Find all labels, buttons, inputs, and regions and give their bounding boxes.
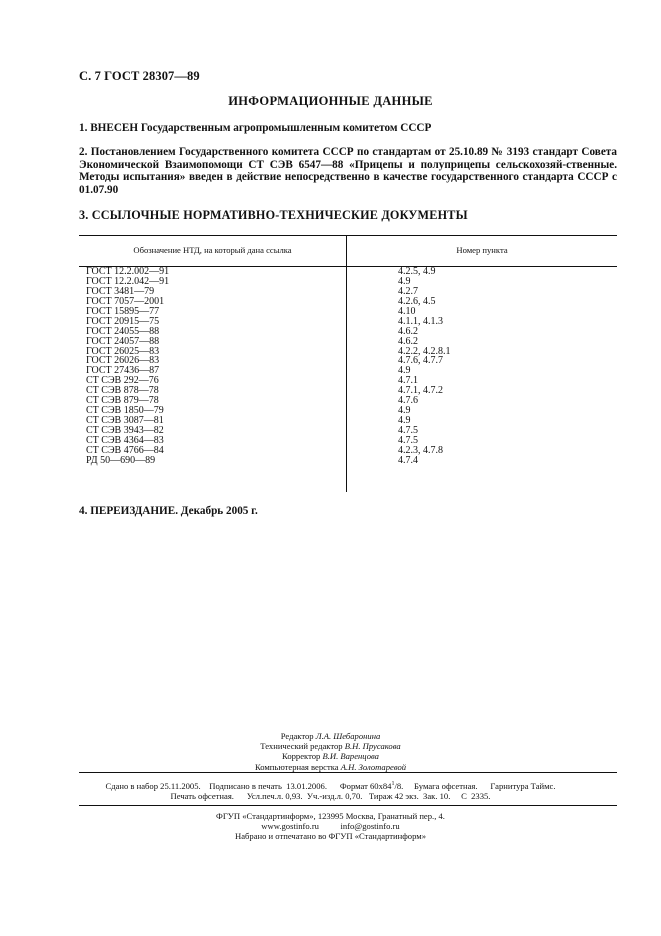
print-line-2: Печать офсетная. Усл.печ.л. 0,93. Уч.-изд.л. 0,70. Тираж 42 экз. Зак. 10. С 2335. [170,791,491,802]
table-cell-document: СТ СЭВ 4766—84 [86,444,164,456]
table-cell-document: ГОСТ 12.2.002—91 [86,266,170,277]
table-cell-point: 4.6.2 [398,325,418,337]
page-title: ИНФОРМАЦИОННЫЕ ДАННЫЕ [228,94,433,108]
table-row [86,297,616,307]
table-row [86,386,616,396]
print-line-1-sup: 1 [391,781,395,787]
print-details [0,781,661,801]
table-row [86,446,616,456]
table-cell-document: СТ СЭВ 878—78 [86,385,159,397]
corrector-line [0,751,661,761]
table-cell-document: ГОСТ 26025—83 [86,345,160,357]
table-cell-document: ГОСТ 12.2.042—91 [86,275,170,287]
table-cell-point: 4.7.5 [398,425,418,436]
table-row [86,416,616,426]
layout-line [0,762,661,772]
references-table [79,235,617,492]
table-cell-document: ГОСТ 15895—77 [86,305,160,317]
section-1-text: ВНЕСЕН Государственным агропромышленным комитетом СССР [90,122,432,134]
section-2 [79,146,617,196]
table-cell-point: 4.7.6, 4.7.7 [398,355,443,367]
layout-name: А.Н. Золотаревой [340,761,407,772]
print-line-1-a: Сдано в набор 25.11.2005. Подписано в печать 13.01.2006. Формат 60х84 [105,781,392,791]
table-row [86,307,616,317]
table-header-document: Обозначение НТД, на который дана ссылка [133,245,292,255]
section-3-text: ССЫЛОЧНЫЕ НОРМАТИВНО-ТЕХНИЧЕСКИЕ ДОКУМЕНТЫ [91,208,468,222]
table-cell-document: ГОСТ 26026—83 [86,355,160,367]
imprint-bottom-rule [79,805,617,806]
table-row [86,347,616,357]
table-body [86,267,616,466]
publisher-address: ФГУП «Стандартинформ», 123995 Москва, Гранатный пер., 4. [216,811,445,821]
table-cell-point: 4.9 [398,275,411,287]
table-row [86,277,616,287]
table-cell-point: 4.2.5, 4.9 [398,266,436,277]
table-cell-document: СТ СЭВ 292—76 [86,375,159,387]
table-top-rule [79,235,617,236]
section-1 [79,122,617,135]
tech-editor-line [0,741,661,751]
page-header: С. 7 ГОСТ 28307—89 [79,69,200,83]
table-row [86,287,616,297]
editors-block [0,731,661,772]
table-cell-point: 4.7.4 [398,454,418,466]
table-cell-document: СТ СЭВ 879—78 [86,395,159,407]
section-2-text: Постановлением Государственного комитета СССР по стандартам от 25.10.89 № 3193 стандарт Совета Экономической Взаимопомощи СТ СЭВ 6547—88 «Прицепы и полуприцепы сельскохозяй-ственные. Методы испытания» введен в действие непосредственно в качестве государственного стандарта СССР с 01.07.90 [79,146,618,196]
table-row [86,337,616,347]
editor-name: Л.А. Шебаронина [315,731,381,741]
table-cell-document: РД 50—690—89 [86,454,156,466]
table-cell-point: 4.6.2 [398,335,418,347]
table-row [86,456,616,466]
corrector-label: Корректор [282,751,321,762]
table-row [86,317,616,327]
section-3-number: 3. [79,208,89,222]
publisher-contacts: www.gostinfo.ru info@gostinfo.ru [261,821,400,832]
imprint-top-rule [79,772,617,773]
table-cell-document: ГОСТ 24057—88 [86,335,160,347]
layout-label: Компьютерная верстка [254,761,339,772]
editor-label: Редактор [280,731,314,741]
section-1-number: 1. [79,122,88,134]
table-cell-point: 4.2.7 [398,285,418,297]
table-cell-document: ГОСТ 7057—2001 [86,295,165,307]
table-row [86,436,616,446]
corrector-name: В.И. Варенцова [322,751,379,762]
tech-editor-label: Технический редактор [260,741,343,752]
table-cell-point: 4.2.2, 4.2.8.1 [398,345,451,357]
table-cell-point: 4.10 [398,305,416,317]
table-cell-point: 4.7.1, 4.7.2 [398,385,443,397]
editor-line [0,731,661,741]
table-cell-document: СТ СЭВ 3087—81 [86,415,164,427]
table-row [86,376,616,386]
table-row [86,426,616,436]
section-3 [79,209,617,222]
table-row [86,366,616,376]
table-cell-point: 4.2.3, 4.7.8 [398,444,443,456]
table-cell-document: СТ СЭВ 4364—83 [86,434,164,446]
table-cell-document: ГОСТ 24055—88 [86,325,160,337]
print-line-1-b: /8. Бумага офсетная. Гарнитура Таймс. [394,781,556,791]
publisher-printed-by: Набрано и отпечатано во ФГУП «Стандартинформ» [235,831,426,842]
section-2-number: 2. [79,146,88,158]
table-cell-point: 4.9 [398,405,411,417]
section-4 [79,505,617,518]
print-line-1 [0,781,661,791]
table-header-point: Номер пункта [456,245,508,255]
table-cell-point: 4.9 [398,415,411,427]
table-cell-document: СТ СЭВ 3943—82 [86,425,164,436]
table-cell-point: 4.7.5 [398,434,418,446]
table-cell-document: ГОСТ 20915—75 [86,315,160,327]
table-cell-document: ГОСТ 3481—79 [86,285,155,297]
table-cell-point: 4.1.1, 4.1.3 [398,315,443,327]
table-cell-point: 4.9 [398,365,411,377]
section-4-number: 4. [79,505,88,517]
table-row [86,406,616,416]
table-cell-point: 4.2.6, 4.5 [398,295,436,307]
table-row [86,327,616,337]
table-row [86,356,616,366]
table-cell-point: 4.7.6 [398,395,418,407]
table-cell-point: 4.7.1 [398,375,418,387]
section-4-text: ПЕРЕИЗДАНИЕ. Декабрь 2005 г. [90,505,258,517]
table-cell-document: ГОСТ 27436—87 [86,365,160,377]
table-cell-document: СТ СЭВ 1850—79 [86,405,164,417]
publisher-block [0,811,661,842]
tech-editor-name: В.Н. Прусакова [344,741,401,752]
table-row [86,396,616,406]
